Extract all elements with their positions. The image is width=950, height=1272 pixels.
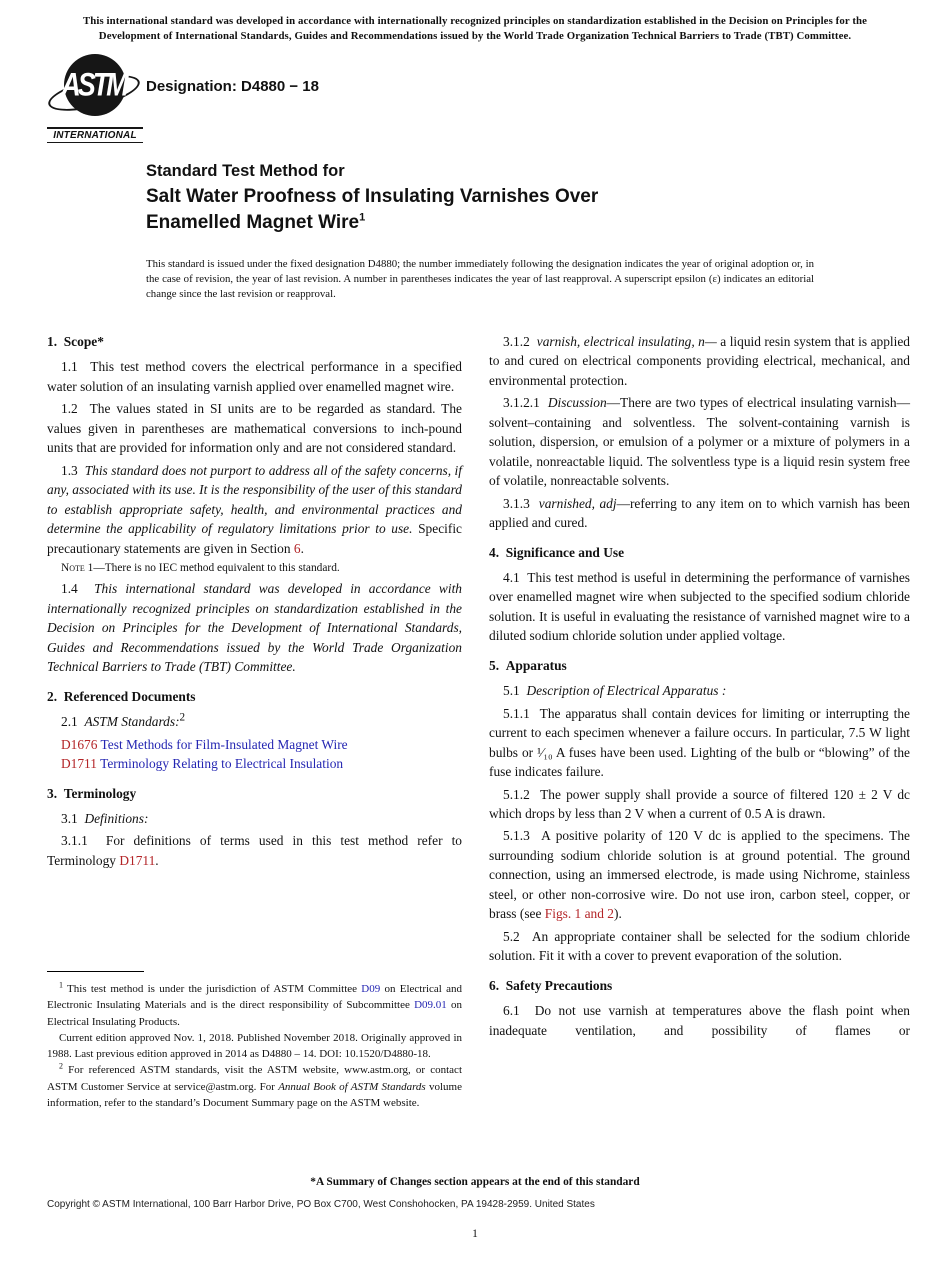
reference-d1676-title[interactable]: Test Methods for Film-Insulated Magnet Wire [97, 736, 348, 752]
note-1-label: Note 1 [61, 561, 94, 574]
paragraph-3-1-text: Definitions: [84, 811, 149, 827]
note-1-text: —There is no IEC method equivalent to this standard. [93, 561, 340, 574]
paragraph-6-1: 6.1 Do not use varnish at temperatures above the flash point when inadequate ventilation, and possibility of flames or [489, 1003, 910, 1038]
section-6-heading: 6. Safety Precautions [489, 977, 613, 993]
footnote-2-text-b: volume information, refer to the standard’s Document Summary page on the ASTM website. [47, 1080, 462, 1110]
paragraph-2-1-text: ASTM Standards: [84, 714, 180, 730]
paragraph-5-1-number: 5.1 [503, 683, 527, 699]
paragraph-1-4 [47, 579, 462, 676]
astm-logo-acronym: ASTM [61, 66, 126, 103]
footnote-1 [47, 981, 462, 1030]
subcommittee-d09-01-link[interactable]: D09.01 [414, 999, 447, 1012]
paragraph-1-3-text: Specific precautionary statements are given in Section [47, 521, 462, 556]
section-2-heading: 2. Referenced Documents [47, 688, 196, 704]
paragraph-3-1-2-1 [489, 393, 910, 490]
reference-d1711-code[interactable]: D1711 [61, 756, 97, 772]
reference-d1711-title[interactable]: Terminology Relating to Electrical Insulation [96, 756, 344, 772]
paragraph-3-1-2-term: varnish, electrical insulating, n— [536, 334, 717, 349]
astm-logo-subtitle: INTERNATIONAL [47, 127, 143, 143]
paragraph-3-1-3-number: 3.1.3 [503, 495, 539, 511]
footnote-2-text-a: For referenced ASTM standards, visit the ASTM website, www.astm.org, or contact ASTM Customer Service at service@astm.org. For [47, 1064, 462, 1093]
footnote-1-text-c: on Electrical Insulating Products. [47, 999, 463, 1028]
title-line-1: Standard Test Method for [146, 162, 345, 180]
title-footnote-marker[interactable]: 1 [359, 211, 366, 224]
paragraph-2-1-number: 2.1 [61, 714, 85, 730]
paragraph-5-1-3-end: ). [613, 906, 622, 922]
footnotes-block [47, 971, 462, 1111]
paragraph-1-2: 1.2 The values stated in SI units are to be regarded as standard. The values given in parentheses are mathematical conversions to inch-pound units that are provided for information only and are not considered standard. [47, 401, 462, 456]
document-title [146, 158, 598, 236]
tbt-compliance-note: This international standard was developed in accordance with internationally recognized principles on standardization established in the Decision on Principles for the Development of International Standards, Guides and Recommendations issued by the World Trade Organization Technical Barriers to Trade (TBT) Committee. [82, 15, 868, 42]
footnote-2-marker[interactable]: 2 [179, 711, 186, 724]
footnote-separator [47, 971, 144, 972]
designation-code: D4880 − 18 [241, 78, 319, 95]
paragraph-3-1-3-text: —referring to any item on to which varnish has been applied and cured. [489, 495, 910, 531]
paragraph-2-1 [47, 712, 462, 731]
paragraph-1-1: 1.1 This test method covers the electrical performance in a specified water solution of an insulating varnish applied over enamelled magnet wire. [47, 359, 462, 394]
paragraph-3-1-2-text: a liquid resin system that is applied to and cured on electrical components providing electrical, mechanical, and environmental protection. [489, 334, 910, 388]
paragraph-5-1-3 [489, 826, 910, 923]
astm-logo [47, 52, 143, 143]
paragraph-1-4-text: This international standard was developed in accordance with internationally recognized principles on standardization established in the Decision on Principles for the Development of International Standards, Guides and Recommendations issued by the World Trade Organization Technical Barriers to Trade (TBT) Committee. [47, 581, 462, 675]
paragraph-1-4-number: 1.4 [61, 581, 95, 597]
paragraph-3-1 [47, 809, 462, 828]
copyright-line: Copyright © ASTM International, 100 Barr Harbor Drive, PO Box C700, West Conshohocken, PA 19428-2959. United States [47, 1199, 595, 1210]
paragraph-5-1-1: 5.1.1 The apparatus shall contain devices for limiting or interrupting the current to each specimen whenever a failure occurs. In particular, 7.5 W light bulbs or ¹⁄₁₀ A fuses have been used. Lighting of the bulb or “blowing” of the fuse indicates failure. [489, 705, 910, 780]
title-line-3-text: Enamelled Magnet Wire [146, 212, 360, 233]
reference-d1676 [47, 735, 462, 754]
astm-logo-globe-icon [61, 54, 126, 116]
reference-d1676-code[interactable]: D1676 [61, 736, 98, 752]
section-1-heading: 1. Scope* [47, 334, 104, 349]
designation-label: Designation: [146, 78, 237, 95]
page-number: 1 [472, 1228, 478, 1240]
paragraph-3-1-1 [47, 831, 462, 870]
footnote-1-edition: Current edition approved Nov. 1, 2018. Published November 2018. Originally approved in 1988. Last previous edition approved in 2014 as D4880 – 14. DOI: 10.1520/D4880-18. [47, 1031, 462, 1061]
reference-d1711 [47, 754, 462, 773]
issue-note: This standard is issued under the fixed designation D4880; the number immediately following the designation indicates the year of original adoption or, in the case of revision, the year of last revision. A number in parentheses indicates the year of last reapproval. A superscript epsilon (ε) indicates an editorial change since the last revision or reapproval. [146, 258, 814, 301]
footnote-1-text-a: This test method is under the jurisdiction of ASTM Committee [63, 983, 362, 995]
footnote-2 [47, 1062, 462, 1111]
paragraph-3-1-3 [489, 494, 910, 533]
footnote-2-book-title: Annual Book of ASTM Standards [278, 1080, 426, 1093]
title-line-2: Salt Water Proofness of Insulating Varnishes Over [146, 186, 599, 207]
paragraph-5-2: 5.2 An appropriate container shall be selected for the sodium chloride solution. Fit it with a cover to prevent evaporation of the solution. [489, 928, 910, 964]
paragraph-5-1-3-text: 5.1.3 A positive polarity of 120 V dc is applied to the specimens. The surrounding sodium chloride solution is at ground potential. The ground connection, using an immersed electrode, is made using Nichrome, stainless steel, or other non-corrosive wire. Do not use iron, carbon steel, copper, or brass (see [489, 828, 910, 922]
section-3-heading: 3. Terminology [47, 785, 137, 801]
left-column [47, 330, 462, 873]
right-column [489, 330, 910, 1043]
summary-of-changes-note: *A Summary of Changes section appears at the end of this standard [310, 1176, 640, 1188]
section-4-heading: 4. Significance and Use [489, 544, 625, 560]
paragraph-3-1-2 [489, 332, 910, 390]
paragraph-3-1-number: 3.1 [61, 811, 85, 827]
paragraph-1-3-number: 1.3 [61, 462, 85, 478]
paragraph-5-1 [489, 681, 910, 700]
committee-d09-link[interactable]: D09 [361, 983, 381, 995]
paragraph-5-1-2: 5.1.2 The power supply shall provide a source of filtered 120 ± 2 V dc which drops by less than 2 V when a current of 0.5 A is drawn. [489, 786, 910, 821]
paragraph-4-1: 4.1 This test method is useful in determining the performance of varnishes over enamelled magnet wire when subjected to the specified sodium chloride solution. It is useful in evaluating the resistance of varnished magnet wire to a diluted sodium chloride solution under applied voltage. [489, 569, 910, 644]
figures-1-2-link[interactable]: Figs. 1 and 2 [544, 906, 614, 922]
paragraph-3-1-2-1-term: Discussion [547, 395, 607, 411]
paragraph-3-1-2-1-number: 3.1.2.1 [503, 395, 548, 411]
paragraph-3-1-3-term: varnished, adj [538, 495, 617, 511]
paragraph-3-1-1-period: . [155, 852, 159, 868]
paragraph-5-1-text: Description of Electrical Apparatus : [526, 683, 727, 699]
astm-logo-icon [47, 54, 143, 124]
footnote-1-marker: 1 [59, 980, 63, 990]
footnote-1-text-b: on Electrical and Electronic Insulating Materials and is the direct responsibility of Subcommittee [47, 983, 462, 1012]
terminology-d1711-link[interactable]: D1711 [119, 852, 156, 868]
paragraph-3-1-2-1-text: —There are two types of electrical insulating varnish— solvent–containing and solventless. The solvent-containing varnish is solution, dispersion, or emulsion of a polymer or a mixture of polymers in a volatile, nonreactable liquid. The solventless type is a liquid resin system free of volatile, nonreactable solvents. [489, 395, 910, 489]
section-5-heading: 5. Apparatus [489, 657, 567, 673]
section-6-link[interactable]: 6 [293, 540, 301, 556]
footnote-2-marker-fn: 2 [59, 1061, 63, 1071]
paragraph-1-3 [47, 461, 462, 558]
paragraph-3-1-2-number: 3.1.2 [503, 334, 537, 349]
paragraph-1-3-period: . [300, 540, 304, 556]
note-1 [47, 561, 462, 577]
designation-line [146, 78, 319, 95]
paragraph-1-3-caveat: This standard does not purport to address all of the safety concerns, if any, associated with its use. It is the responsibility of the user of this standard to establish appropriate safety, health, and environmental practices and determine the applicability of regulatory limitations prior to use. [47, 462, 462, 537]
paragraph-3-1-1-text: 3.1.1 For definitions of terms used in this test method refer to Terminology [47, 833, 462, 868]
title-line-3 [146, 210, 598, 236]
